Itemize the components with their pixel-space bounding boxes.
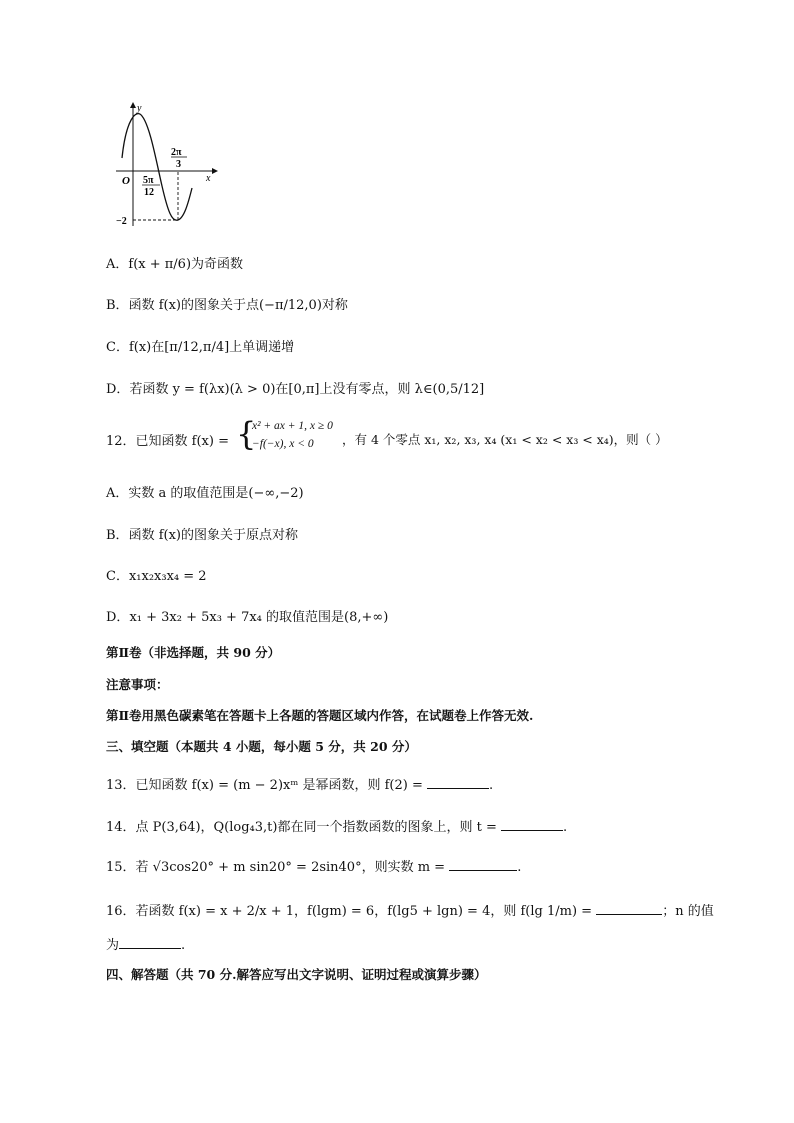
- q16-line-1: [106, 900, 714, 919]
- q11-option-c: [106, 336, 294, 355]
- tick-5pi12-denominator: 12: [144, 187, 154, 198]
- tick-5pi12-numerator: 5π: [143, 175, 154, 186]
- option-text: x₁ + 3x₂ + 5x₃ + 7x₄ 的取值范围是(8,+∞): [129, 610, 389, 625]
- q12-stem-start: 12．已知函数 f(x) =: [106, 434, 229, 449]
- q13-text: 13．已知函数 f(x) = (m − 2)xᵐ 是幂函数，则 f(2) =: [106, 778, 423, 793]
- q13: [106, 774, 493, 793]
- y-min-label: −2: [116, 216, 127, 227]
- q12-piece-1: x² + ax + 1, x ≥ 0: [252, 420, 333, 432]
- q12-option-d: [106, 606, 388, 625]
- option-letter: C．: [106, 569, 129, 584]
- option-letter: D．: [106, 382, 130, 397]
- q14-text: 14．点 P(3,64)，Q(log₄3,t)都在同一个指数函数的图象上，则 t =: [106, 820, 497, 835]
- option-text: f(x)在[π/12,π/4]上单调递增: [128, 340, 295, 355]
- section-2-title: 第Ⅱ卷（非选择题，共 90 分）: [106, 645, 281, 660]
- origin-label: O: [122, 175, 130, 187]
- section-3-title: 三、填空题（本题共 4 小题，每小题 5 分，共 20 分）: [106, 739, 417, 754]
- x-axis-arrow: [212, 168, 218, 174]
- option-text: 若函数 y = f(λx)(λ > 0)在[0,π]上没有零点，则 λ∈(0,5/12]: [129, 382, 485, 397]
- q16-line-2: [106, 934, 185, 953]
- option-letter: B．: [106, 298, 129, 313]
- option-text: x₁x₂x₃x₄ = 2: [128, 569, 207, 584]
- notice-title: 注意事项：: [106, 677, 169, 692]
- q12-option-b: [106, 524, 298, 543]
- q11-option-a: [106, 253, 243, 272]
- q16-text-2: ；n 的值: [662, 904, 714, 919]
- q15-answer-blank: [449, 858, 517, 871]
- notice-text: 第Ⅱ卷用黑色碳素笔在答题卡上各题的答题区域内作答，在试题卷上作答无效.: [106, 708, 534, 723]
- option-text: f(x + π/6)为奇函数: [128, 257, 244, 272]
- q14: [106, 816, 567, 835]
- q14-period: .: [562, 820, 568, 835]
- q11-option-d: [106, 378, 484, 397]
- q15-period: .: [517, 860, 522, 875]
- q16-answer-blank-1: [596, 902, 662, 915]
- q13-period: .: [488, 778, 494, 793]
- option-text: 函数 f(x)的图象关于原点对称: [128, 528, 298, 543]
- y-axis-arrow: [130, 102, 136, 108]
- q13-answer-blank: [427, 776, 489, 789]
- tick-2pi3-numerator: 2π: [171, 147, 182, 158]
- y-axis-label: y: [137, 103, 142, 114]
- q12-brace: {: [236, 415, 257, 453]
- q12-stem-end: ，有 4 个零点 x₁, x₂, x₃, x₄ (x₁ < x₂ < x₃ < x₄)，则（ ）: [342, 432, 668, 447]
- q12-option-a: [106, 482, 304, 501]
- q11-option-b: [106, 294, 348, 313]
- option-letter: A．: [106, 486, 129, 501]
- x-axis-label: x: [206, 173, 211, 184]
- option-letter: D．: [106, 610, 130, 625]
- q15: [106, 856, 521, 875]
- q16-period: .: [181, 938, 186, 953]
- q12-option-c: [106, 565, 207, 584]
- section-4-title: 四、解答题（共 70 分.解答应写出文字说明、证明过程或演算步骤）: [106, 967, 487, 982]
- q14-answer-blank: [501, 818, 563, 831]
- q16-text-3: 为: [106, 938, 120, 953]
- option-letter: B．: [106, 528, 129, 543]
- tick-2pi3-denominator: 3: [176, 159, 181, 170]
- q12-piece-2: −f(−x), x < 0: [252, 438, 314, 450]
- option-text: 实数 a 的取值范围是(−∞,−2): [128, 486, 304, 501]
- q15-text: 15．若 √3cos20° + m sin20° = 2sin40°，则实数 m =: [106, 860, 446, 875]
- sine-graph-figure: [110, 100, 220, 228]
- option-letter: C．: [106, 340, 129, 355]
- option-letter: A．: [106, 257, 129, 272]
- q16-text: 16．若函数 f(x) = x + 2/x + 1，f(lgm) = 6，f(lg5 + lgn) = 4，则 f(lg 1/m) =: [106, 904, 593, 919]
- q16-answer-blank-2: [119, 936, 181, 949]
- option-text: 函数 f(x)的图象关于点(−π/12,0)对称: [128, 298, 348, 313]
